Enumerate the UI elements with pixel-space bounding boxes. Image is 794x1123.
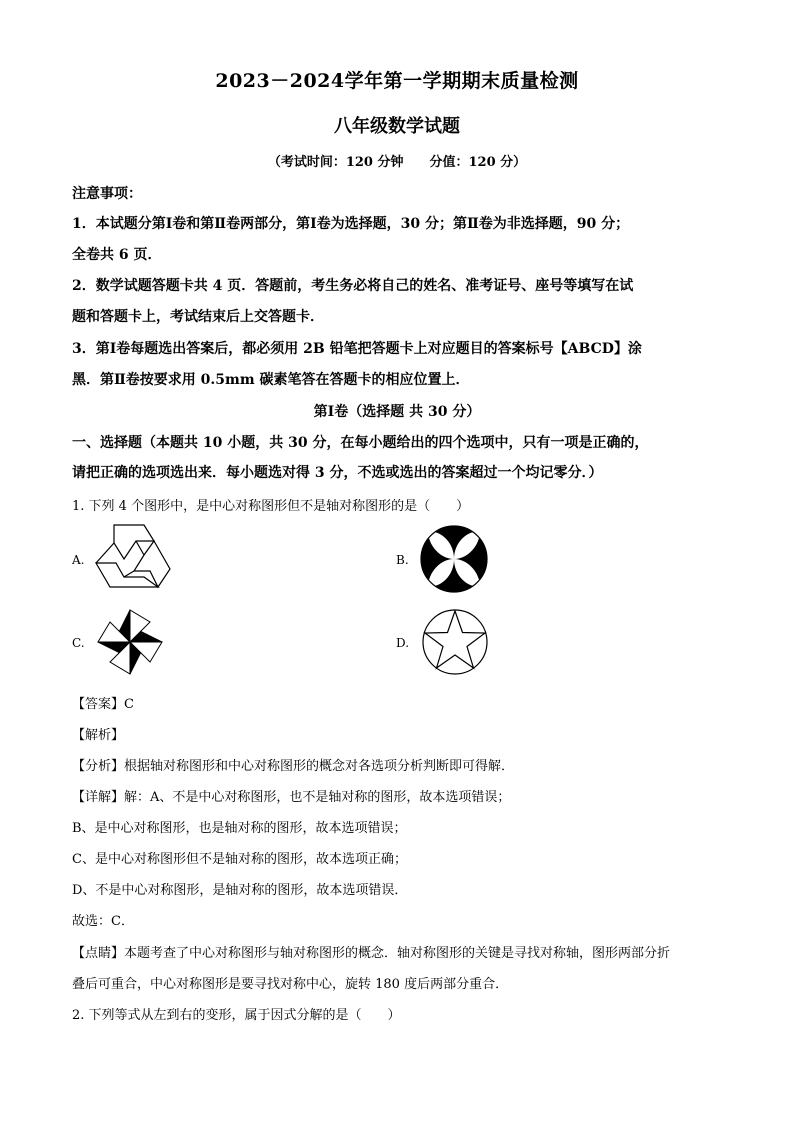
xiangjie-text-1: 解：A、不是中心对称图形，也不是轴对称的图形，故本选项错误； — [124, 790, 511, 805]
exam-title: 2023－2024学年第一学期期末质量检测 — [215, 70, 579, 92]
option-a-label: A. — [72, 553, 85, 567]
xiangjie-line-2: B、是中心对称图形，也是轴对称的图形，故本选项错误； — [72, 821, 407, 836]
star-in-circle-icon — [420, 607, 490, 677]
exam-info: （考试时间：120 分钟 分值：120 分） — [267, 155, 527, 170]
notice-heading: 注意事项： — [72, 186, 142, 202]
choice-line: 故选：C． — [72, 914, 134, 929]
option-d-label: D. — [396, 636, 410, 650]
pinwheel-icon — [94, 606, 166, 678]
notice-line-6: 黑．第Ⅱ卷按要求用 0.5mm 碳素笔答在答题卡的相应位置上． — [72, 372, 470, 388]
notice-line-3: 2．数学试题答题卡共 4 页．答题前，考生务必将自己的姓名、准考证号、座号等填写在试 — [72, 278, 634, 294]
q1-answer-line — [72, 693, 134, 712]
analysis-tag: 【解析】 — [72, 728, 125, 743]
xiangjie-line-1 — [72, 786, 510, 805]
option-c-label: C. — [72, 636, 85, 650]
dianjing-tag: 【点睛】 — [72, 946, 125, 961]
dianjing-text-1: 本题考查了中心对称图形与轴对称图形的概念．轴对称图形的关键是寻找对称轴，图形两部分折 — [124, 946, 671, 961]
xiangjie-line-4: D、不是中心对称图形，是轴对称的图形，故本选项错误． — [72, 883, 408, 898]
xiangjie-tag: 【详解】 — [72, 790, 125, 805]
triangle-arrows-icon — [94, 523, 176, 595]
dianjing-line-2: 叠后可重合，中心对称图形是要寻找对称中心，旋转 180 度后两部分重合． — [72, 977, 509, 992]
fenxi-line — [72, 755, 514, 774]
notice-line-5: 3．第Ⅰ卷每题选出答案后，都必须用 2B 铅笔把答题卡上对应题目的答案标号【ABCD】涂 — [72, 341, 642, 357]
q1-stem: 1. 下列 4 个图形中，是中心对称图形但不是轴对称图形的是（ ） — [72, 499, 470, 514]
notice-line-2: 全卷共 6 页． — [72, 247, 162, 263]
xiangjie-line-3: C、是中心对称图形但不是轴对称的图形，故本选项正确； — [72, 852, 407, 867]
q2-stem: 2. 下列等式从左到右的变形，属于因式分解的是（ ） — [72, 1008, 401, 1023]
fenxi-tag: 【分析】 — [72, 759, 125, 774]
dianjing-line-1 — [72, 942, 670, 961]
four-petal-circle-icon — [418, 523, 490, 595]
part-heading-2: 请把正确的选项选出来．每小题选对得 3 分，不选或选出的答案超过一个均记零分．） — [72, 465, 603, 481]
answer-value: C — [124, 697, 134, 712]
notice-line-1: 1．本试题分第Ⅰ卷和第Ⅱ卷两部分，第Ⅰ卷为选择题，30 分；第Ⅱ卷为非选择题，90 分； — [72, 216, 630, 232]
part-heading: 一、选择题（本题共 10 小题，共 30 分，在每小题给出的四个选项中，只有一项是正确的， — [72, 435, 649, 451]
exam-subject: 八年级数学试题 — [334, 116, 460, 137]
section-title: 第Ⅰ卷（选择题 共 30 分） — [313, 404, 481, 420]
notice-line-4: 题和答题卡上，考试结束后上交答题卡． — [72, 309, 324, 325]
option-b-label: B. — [396, 553, 409, 567]
answer-tag: 【答案】 — [72, 697, 125, 712]
fenxi-text: 根据轴对称图形和中心对称图形的概念对各选项分析判断即可得解． — [124, 759, 515, 774]
